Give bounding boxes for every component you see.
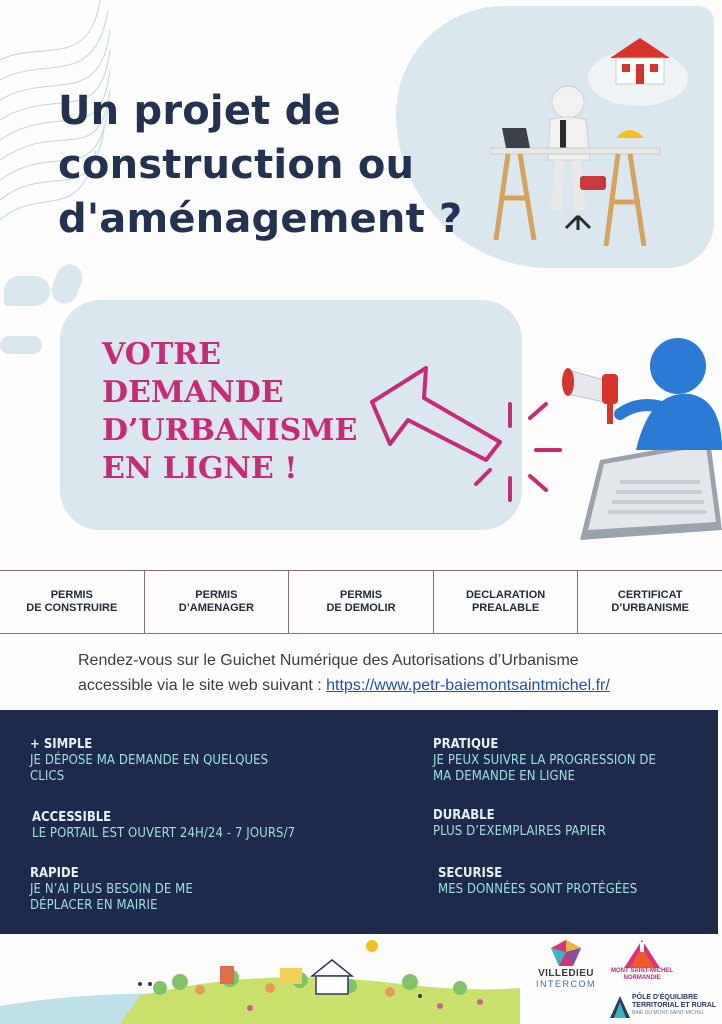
mont-saint-michel-logo [604, 940, 680, 986]
permit-label: PERMIS D’AMENAGER [178, 589, 254, 614]
feature-simple [30, 737, 330, 785]
title-line: construction ou [58, 142, 415, 188]
house-icon [610, 38, 670, 84]
feature-text: MES DONNÉES SONT PROTÉGÉES [438, 882, 638, 897]
feature-text: MA DEMANDE EN LIGNE [433, 769, 576, 784]
feature-heading: RAPIDE [30, 866, 79, 881]
title-line: d'aménagement ? [58, 196, 463, 242]
feature-heading: ACCESSIBLE [32, 810, 112, 825]
house-icon [312, 960, 352, 994]
permit-cell [578, 571, 722, 633]
feature-text: JE DÉPOSE MA DEMANDE EN QUELQUES [30, 753, 269, 768]
pole-logo-icon [610, 996, 630, 1018]
feature-heading: PRATIQUE [433, 737, 499, 752]
villedieu-sub: INTERCOM [536, 979, 596, 989]
page-title [58, 84, 498, 246]
decor-blob [48, 261, 86, 307]
guichet-line-2-text: accessible via le site web suivant : [78, 677, 327, 694]
permit-cell [289, 571, 434, 633]
callout-line: DEMANDE [102, 375, 284, 410]
permit-cell [145, 571, 290, 633]
villedieu-logo-icon [551, 940, 581, 966]
decor-blob [4, 276, 50, 306]
mont-saint-michel-icon [624, 940, 660, 968]
msm-line-2: NORMANDIE [623, 975, 661, 981]
callout-line: EN LIGNE ! [102, 451, 298, 486]
website-link[interactable]: https://www.petr-baiemontsaintmichel.fr/ [326, 677, 610, 694]
permit-label: DECLARATION PREALABLE [465, 589, 546, 614]
villedieu-name: VILLEDIEU [538, 968, 594, 979]
cursor-arrow-icon [360, 360, 570, 510]
feature-pratique [433, 737, 713, 785]
permit-label: PERMIS DE CONSTRUIRE [26, 589, 118, 614]
megaphone-laptop-illustration [560, 330, 722, 540]
architect-desk-illustration [490, 20, 690, 260]
feature-rapide [30, 866, 330, 914]
permit-label: CERTIFICAT D’URBANISME [611, 589, 689, 614]
pole-line-2: TERRITORIAL ET RURAL [632, 1002, 717, 1009]
decor-blob [0, 336, 42, 354]
pole-line-3: BAIE DU MONT-SAINT-MICHEL [632, 1010, 705, 1016]
feature-text: DÉPLACER EN MAIRIE [30, 898, 158, 913]
guichet-paragraph [78, 648, 698, 698]
feature-text: PLUS D’EXEMPLAIRES PAPIER [433, 824, 606, 839]
permit-types-row [0, 570, 722, 634]
feature-text: JE PEUX SUIVRE LA PROGRESSION DE [433, 753, 656, 768]
title-line: Un projet de [58, 88, 341, 134]
feature-text: CLICS [30, 769, 65, 784]
feature-text: LE PORTAIL EST OUVERT 24H/24 - 7 JOURS/7 [32, 826, 296, 841]
callout-line: D’URBANISME [102, 413, 358, 448]
permit-cell [0, 571, 145, 633]
feature-securise [438, 866, 708, 898]
feature-durable [433, 808, 713, 840]
pole-equilibre-logo [610, 992, 717, 1022]
msm-line-1: MONT SAINT-MICHEL [611, 968, 673, 974]
callout-headline [102, 336, 382, 488]
permit-cell [434, 571, 579, 633]
feature-heading: DURABLE [433, 808, 495, 823]
guichet-line-1: Rendez-vous sur le Guichet Numérique des Autorisations d’Urbanisme [78, 652, 579, 669]
villedieu-intercom-logo [530, 940, 602, 990]
feature-accessible [32, 810, 372, 842]
permit-label: PERMIS DE DEMOLIR [326, 589, 396, 614]
pole-line-1: PÔLE D'ÉQUILIBRE [632, 994, 698, 1001]
feature-text: JE N’AI PLUS BESOIN DE ME [30, 882, 193, 897]
feature-heading: SECURISE [438, 866, 503, 881]
callout-line: VOTRE [102, 337, 222, 372]
feature-heading: + SIMPLE [30, 737, 93, 752]
guichet-line-2 [78, 673, 698, 698]
